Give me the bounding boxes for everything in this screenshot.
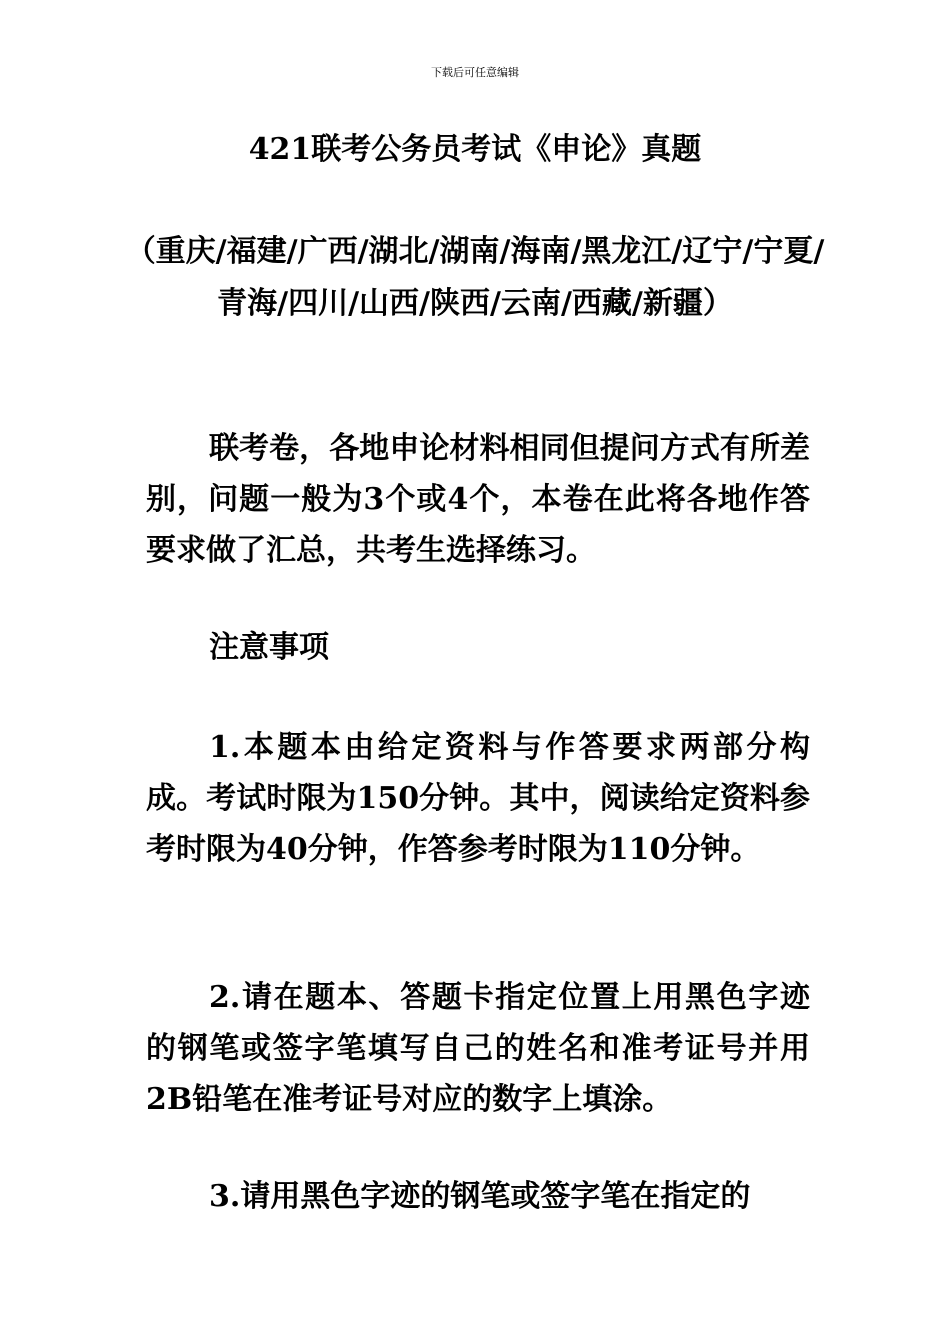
document-title: 421联考公务员考试《申论》真题 — [248, 132, 702, 167]
document-subtitle: （重庆/福建/广西/湖北/湖南/海南/黑龙江/辽宁/宁夏/青海/四川/山西/陕西/云南/西藏/新疆） — [125, 234, 825, 321]
notice-heading: 注意事项 — [209, 630, 329, 665]
page-header-note: 下载后可任意编辑 — [431, 66, 519, 79]
intro-paragraph: 联考卷，各地申论材料相同但提问方式有所差别，问题一般为3个或4个，本卷在此将各地作答要求做了汇总，共考生选择练习。 — [146, 431, 810, 568]
notice-item-2: 2.请在题本、答题卡指定位置上用黑色字迹的钢笔或签字笔填写自己的姓名和准考证号并用2B铅笔在准考证号对应的数字上填涂。 — [146, 980, 810, 1117]
notice-item-1: 1.本题本由给定资料与作答要求两部分构成。考试时限为150分钟。其中，阅读给定资料参考时限为40分钟，作答参考时限为110分钟。 — [146, 730, 810, 867]
notice-item-3: 3.请用黑色字迹的钢笔或签字笔在指定的 — [209, 1179, 751, 1214]
